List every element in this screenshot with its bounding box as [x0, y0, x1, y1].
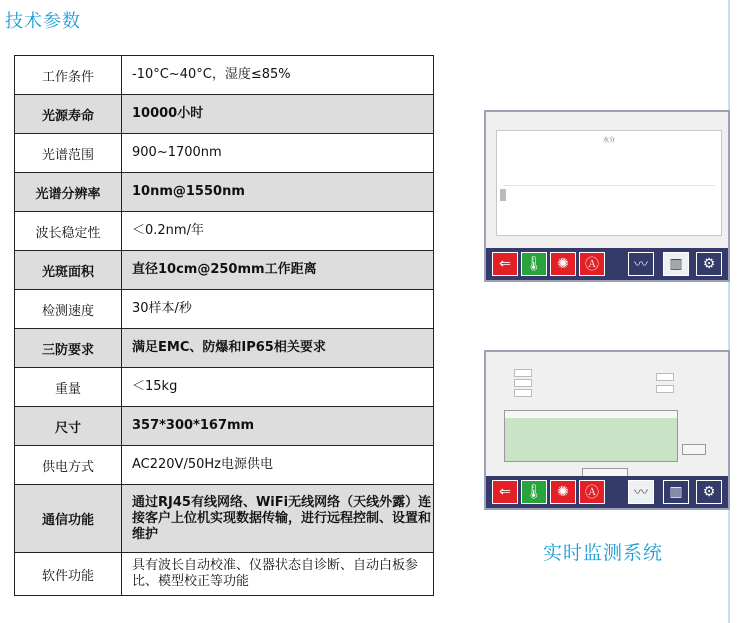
- spec-key: 工作条件: [15, 56, 122, 95]
- setting-field[interactable]: [656, 373, 674, 381]
- screen-chart-panel: [484, 110, 730, 282]
- screen-toolbar: [486, 476, 728, 508]
- spec-row: [15, 485, 434, 553]
- spec-key: 三防要求: [15, 329, 122, 368]
- system-caption: 实时监测系统: [543, 542, 664, 564]
- spec-key: 供电方式: [15, 446, 122, 485]
- section-title: 技术参数: [5, 11, 81, 32]
- auto-icon[interactable]: Ⓐ: [579, 252, 605, 276]
- spec-key: 检测速度: [15, 290, 122, 329]
- spec-row: [15, 553, 434, 596]
- data-grid-header: [505, 411, 677, 418]
- spectrum-icon[interactable]: 〰: [628, 252, 654, 276]
- chart-y-label: [500, 189, 506, 201]
- thermometer-icon[interactable]: 🌡: [521, 252, 547, 276]
- spec-row: [15, 134, 434, 173]
- spec-key: 光谱分辨率: [15, 173, 122, 212]
- chart-gridline: [503, 185, 715, 186]
- settings-form: [496, 358, 720, 466]
- spec-key: 光斑面积: [15, 251, 122, 290]
- spec-value: ＜15kg: [122, 368, 434, 407]
- setting-field[interactable]: [514, 379, 532, 387]
- spec-row: [15, 95, 434, 134]
- spec-key: 光谱范围: [15, 134, 122, 173]
- screen-settings-panel: [484, 350, 730, 510]
- spec-value: 10000小时: [122, 95, 434, 134]
- spec-row: [15, 446, 434, 485]
- chart-title: 水分: [602, 137, 615, 144]
- spec-key: 通信功能: [15, 485, 122, 553]
- lamp-icon[interactable]: ✺: [550, 480, 576, 504]
- lamp-icon[interactable]: ✺: [550, 252, 576, 276]
- gear-icon[interactable]: ⚙: [696, 252, 722, 276]
- spec-row: [15, 173, 434, 212]
- bar-chart-icon[interactable]: ▥: [663, 252, 689, 276]
- spec-key: 软件功能: [15, 553, 122, 596]
- spec-value: 357*300*167mm: [122, 407, 434, 446]
- spec-value: AC220V/50Hz电源供电: [122, 446, 434, 485]
- spec-row: [15, 212, 434, 251]
- setting-field[interactable]: [514, 369, 532, 377]
- spec-row: [15, 56, 434, 95]
- auto-icon[interactable]: Ⓐ: [579, 480, 605, 504]
- moisture-chart: [496, 130, 722, 236]
- spec-row: [15, 368, 434, 407]
- spec-row: [15, 251, 434, 290]
- bar-chart-icon[interactable]: ▥: [663, 480, 689, 504]
- spectrum-icon[interactable]: 〰: [628, 480, 654, 504]
- thermometer-icon[interactable]: 🌡: [521, 480, 547, 504]
- spec-value: ＜0.2nm/年: [122, 212, 434, 251]
- spec-value: 满足EMC、防爆和IP65相关要求: [122, 329, 434, 368]
- spec-value: 具有波长自动校准、仪器状态自诊断、自动白板参比、模型校正等功能: [122, 553, 434, 596]
- spec-value: 直径10cm@250mm工作距离: [122, 251, 434, 290]
- screen-toolbar: [486, 248, 728, 280]
- spec-value: 10nm@1550nm: [122, 173, 434, 212]
- spec-row: [15, 329, 434, 368]
- spec-value: 30样本/秒: [122, 290, 434, 329]
- spec-key: 光源寿命: [15, 95, 122, 134]
- right-edge-rule: [728, 0, 730, 623]
- spec-value: 通过RJ45有线网络、WiFi无线网络（天线外露）连接客户上位机实现数据传输，进行远程控制、设置和维护: [122, 485, 434, 553]
- data-grid[interactable]: [504, 410, 678, 462]
- usb-icon[interactable]: ⇐: [492, 252, 518, 276]
- usb-icon[interactable]: ⇐: [492, 480, 518, 504]
- spec-row: [15, 407, 434, 446]
- spec-key: 重量: [15, 368, 122, 407]
- setting-field[interactable]: [656, 385, 674, 393]
- spec-value: 900~1700nm: [122, 134, 434, 173]
- spec-key: 波长稳定性: [15, 212, 122, 251]
- gear-icon[interactable]: ⚙: [696, 480, 722, 504]
- spec-table: [14, 55, 434, 596]
- spec-key: 尺寸: [15, 407, 122, 446]
- setting-field[interactable]: [514, 389, 532, 397]
- spec-row: [15, 290, 434, 329]
- grid-action-button[interactable]: [682, 444, 706, 455]
- spec-value: -10°C~40°C，湿度≤85%: [122, 56, 434, 95]
